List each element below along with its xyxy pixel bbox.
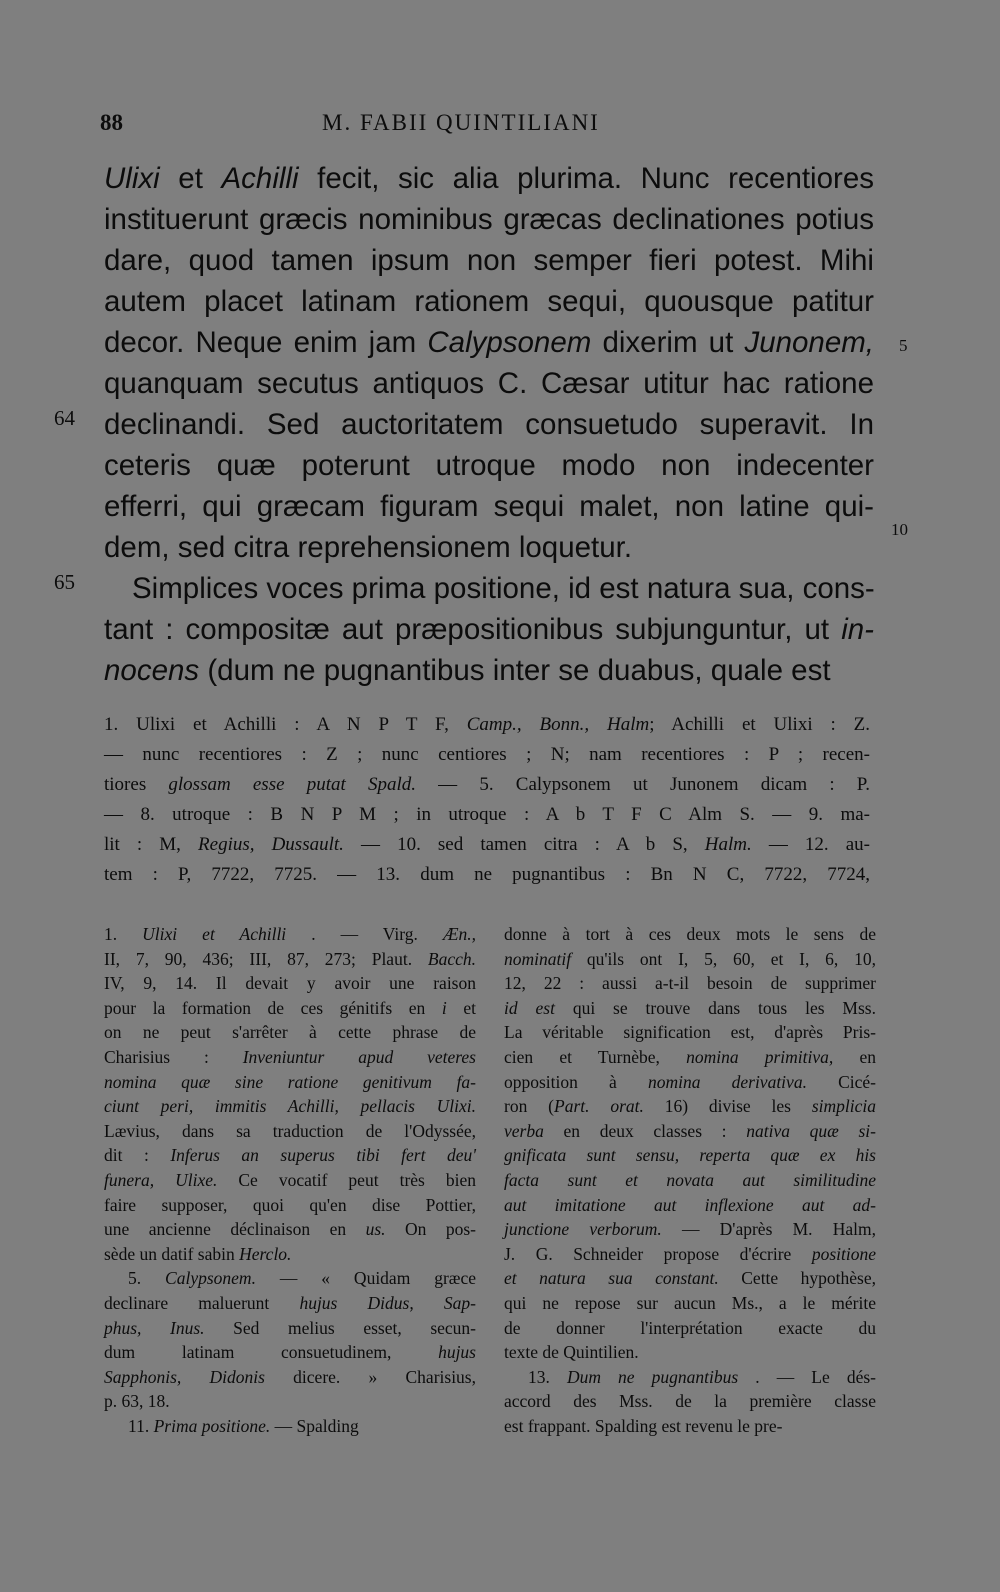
italic-text: Æn., bbox=[442, 924, 476, 944]
text-run: tem : P, 7722, 7725. — 13. dum ne pugnantibus : Bn N C, 7722, 7724, bbox=[104, 864, 870, 885]
note-line bbox=[104, 996, 476, 1021]
italic-text: Achilli bbox=[221, 162, 299, 195]
note-line bbox=[504, 947, 876, 972]
italic-text: hujus Didus, Sap- bbox=[299, 1292, 476, 1313]
text-line bbox=[104, 322, 874, 363]
italic-text: Prima positione. bbox=[153, 1415, 271, 1436]
text-run: Charisius : bbox=[104, 1046, 243, 1067]
text-run: accord des Mss. de la première classe bbox=[504, 1391, 876, 1412]
variant-line bbox=[104, 800, 870, 830]
text-run: — 10. sed tamen citra : A b S, bbox=[343, 834, 705, 855]
note-line bbox=[104, 1389, 476, 1414]
note-line bbox=[504, 1193, 876, 1218]
text-run: dicere. » Charisius, bbox=[264, 1366, 476, 1387]
text-run: 16) divise les bbox=[643, 1096, 812, 1117]
text-run: en bbox=[833, 1046, 876, 1067]
text-run: . — Le dés- bbox=[738, 1366, 876, 1387]
note-line bbox=[504, 1070, 876, 1095]
text-line bbox=[104, 527, 874, 568]
text-run: 1. Ulixi et Achilli : A N P T F, bbox=[104, 714, 467, 735]
variant-line bbox=[104, 740, 870, 770]
italic-text: Camp., Bonn., Halm bbox=[466, 714, 650, 735]
line-number: 5 bbox=[899, 336, 908, 355]
note-line bbox=[104, 922, 476, 947]
italic-text: Bacch. bbox=[427, 948, 476, 969]
text-run: 11. bbox=[128, 1415, 154, 1436]
text-run: texte de Quintilien. bbox=[504, 1342, 639, 1363]
text-run: Simplices voces prima positione, id est natura sua, cons- bbox=[132, 572, 875, 605]
note-line bbox=[504, 1020, 876, 1045]
note-line bbox=[104, 1045, 476, 1070]
text-run: une ancienne déclinaison en bbox=[104, 1219, 366, 1240]
italic-text: nomina derivativa. bbox=[647, 1071, 807, 1092]
text-run: — 12. au- bbox=[751, 834, 871, 855]
text-run: IV, 9, 14. Il devait y avoir une raison bbox=[104, 973, 476, 994]
text-run: (dum ne pugnantibus inter se duabus, quale est bbox=[199, 654, 831, 687]
note-line bbox=[504, 1217, 876, 1242]
italic-text: Ulixi bbox=[104, 162, 160, 195]
note-line bbox=[504, 1242, 876, 1267]
note-line bbox=[104, 947, 476, 972]
note-line bbox=[104, 1217, 476, 1242]
text-run: on ne peut s'arrêter à cette phrase de bbox=[104, 1022, 476, 1043]
note-line bbox=[504, 922, 876, 947]
text-run: dit : bbox=[104, 1145, 171, 1166]
text-run: . — Virg. bbox=[286, 924, 443, 944]
note-line bbox=[104, 1365, 476, 1390]
text-run: — 8. utroque : B N P M ; in utroque : A b T F C Alm S. — 9. ma- bbox=[104, 804, 870, 825]
notes-column-left bbox=[104, 922, 476, 1438]
note-line bbox=[504, 1414, 876, 1439]
note-line bbox=[504, 1119, 876, 1144]
italic-text: Herclo. bbox=[239, 1243, 292, 1264]
italic-text: verba bbox=[504, 1120, 544, 1141]
italic-text: id est bbox=[504, 997, 555, 1018]
text-run: est frappant. Spalding est revenu le pre- bbox=[504, 1415, 783, 1436]
italic-text: junctione verborum. bbox=[504, 1219, 662, 1240]
note-line bbox=[504, 1316, 876, 1341]
text-run: de donner l'interprétation exacte du bbox=[504, 1317, 876, 1338]
note-line bbox=[104, 1414, 476, 1439]
italic-text: us. bbox=[365, 1219, 386, 1240]
text-run: instituerunt græcis nominibus græcas declinationes potius bbox=[104, 203, 874, 236]
text-run: Cicé- bbox=[806, 1071, 876, 1092]
text-line bbox=[104, 363, 874, 404]
italic-text: Halm. bbox=[704, 834, 752, 855]
line-number: 10 bbox=[891, 520, 908, 539]
text-run: pour la formation de ces génitifs en bbox=[104, 997, 442, 1018]
text-run: efferri, qui græcam figuram sequi malet, non latine qui- bbox=[104, 490, 874, 523]
italic-text: aut imitatione aut inflexione aut ad- bbox=[504, 1194, 876, 1215]
italic-text: Sapphonis, Didonis bbox=[104, 1366, 265, 1387]
text-line bbox=[104, 240, 874, 281]
page-number: 88 bbox=[100, 110, 123, 135]
note-line bbox=[504, 1168, 876, 1193]
text-run: et bbox=[446, 997, 476, 1018]
note-line bbox=[104, 1340, 476, 1365]
running-title: M. FABII QUINTILIANI bbox=[322, 110, 600, 135]
text-run: — D'après M. Halm, bbox=[661, 1219, 876, 1240]
italic-text: ciunt peri, immitis Achilli, pellacis Ulixi. bbox=[104, 1096, 476, 1117]
italic-text: Dum ne pugnantibus bbox=[566, 1366, 739, 1387]
note-line bbox=[504, 1389, 876, 1414]
italic-text: Calypsonem bbox=[427, 326, 592, 359]
text-run: qui se trouve dans tous les Mss. bbox=[554, 997, 876, 1018]
text-run: lit : M, bbox=[104, 834, 199, 855]
note-line bbox=[104, 1094, 476, 1119]
note-line bbox=[504, 1094, 876, 1119]
text-line bbox=[104, 158, 874, 199]
text-run: Cette hypothèse, bbox=[718, 1268, 877, 1289]
italic-text: facta sunt et novata aut similitudine bbox=[504, 1169, 876, 1190]
note-line bbox=[504, 971, 876, 996]
italic-text: nomina primitiva, bbox=[686, 1046, 834, 1067]
italic-text: i bbox=[441, 997, 447, 1018]
text-run: On pos- bbox=[385, 1219, 476, 1240]
italic-text: simplicia bbox=[811, 1096, 876, 1117]
note-line bbox=[504, 1365, 876, 1390]
note-line bbox=[104, 1119, 476, 1144]
text-run: — 5. Calypsonem ut Junonem dicam : P. bbox=[416, 774, 871, 795]
note-line bbox=[104, 1020, 476, 1045]
text-run: dixerim ut bbox=[591, 326, 745, 359]
variant-line bbox=[104, 830, 870, 860]
note-line bbox=[104, 1143, 476, 1168]
margin-section-number: 65 bbox=[54, 570, 75, 594]
text-run: en deux classes : bbox=[543, 1120, 747, 1141]
text-run: Ce vocatif peut très bien bbox=[217, 1169, 476, 1190]
note-line bbox=[104, 1316, 476, 1341]
italic-text: glossam esse putat Spald. bbox=[168, 774, 416, 795]
italic-text: gnificata sunt sensu, reperta quæ ex his bbox=[504, 1145, 876, 1166]
text-run: — « Quidam græce bbox=[255, 1268, 477, 1289]
italic-text: Inferus an superus tibi fert deu' bbox=[170, 1145, 476, 1166]
note-line bbox=[504, 996, 876, 1021]
text-run: 5. bbox=[128, 1268, 166, 1289]
text-run: et bbox=[159, 162, 222, 195]
notes-column-right bbox=[504, 922, 876, 1438]
note-line bbox=[104, 971, 476, 996]
text-run: declinare maluerunt bbox=[104, 1292, 300, 1313]
text-run: dare, quod tamen ipsum non semper fieri potest. Mihi bbox=[104, 244, 874, 277]
text-line bbox=[104, 199, 874, 240]
italic-text: in- bbox=[841, 613, 874, 646]
margin-section-number: 64 bbox=[54, 406, 75, 430]
text-line bbox=[104, 568, 874, 609]
text-run: declinandi. Sed auctoritatem consuetudo superavit. In bbox=[104, 408, 874, 441]
text-run: donne à tort à ces deux mots le sens de bbox=[504, 924, 876, 944]
note-line bbox=[504, 1045, 876, 1070]
text-run: ron ( bbox=[504, 1096, 554, 1117]
variant-line bbox=[104, 860, 870, 890]
italic-text: nativa quæ si- bbox=[746, 1120, 876, 1141]
italic-text: Regius, Dussault. bbox=[198, 834, 344, 855]
text-run: dem, sed citra reprehensionem loquetur. bbox=[104, 531, 633, 564]
text-run: tiores bbox=[104, 774, 169, 795]
note-line bbox=[504, 1340, 876, 1365]
text-run: qu'ils ont I, 5, 60, et I, 6, 10, bbox=[571, 948, 876, 969]
variant-readings bbox=[104, 710, 870, 890]
italic-text: Inveniuntur apud veteres bbox=[242, 1046, 476, 1067]
text-run: — nunc recentiores : Z ; nunc centiores ; N; nam recentiores : P ; recen- bbox=[104, 744, 870, 765]
italic-text: et natura sua constant. bbox=[504, 1268, 719, 1289]
main-text bbox=[104, 158, 874, 691]
text-run: J. G. Schneider propose d'écrire bbox=[504, 1243, 812, 1264]
text-run: 13. bbox=[528, 1366, 567, 1387]
text-run: fecit, sic alia plurima. Nunc recentiores bbox=[298, 162, 874, 195]
text-run: II, 7, 90, 436; III, 87, 273; Plaut. bbox=[104, 948, 428, 969]
italic-text: Ulixi et Achilli bbox=[142, 924, 287, 944]
text-run: decor. Neque enim jam bbox=[104, 326, 428, 359]
text-run: qui ne repose sur aucun Ms., a le mérite bbox=[504, 1292, 876, 1313]
text-run: 1. bbox=[104, 924, 143, 944]
text-run: quanquam secutus antiquos C. Cæsar utitur hac ratione bbox=[104, 367, 874, 400]
note-line bbox=[504, 1143, 876, 1168]
italic-text: Part. orat. bbox=[554, 1096, 644, 1117]
text-run: cien et Turnèbe, bbox=[504, 1046, 687, 1067]
note-line bbox=[504, 1291, 876, 1316]
italic-text: Calypsonem. bbox=[165, 1268, 256, 1289]
text-run: opposition à bbox=[504, 1071, 648, 1092]
text-run: sède un datif sabin bbox=[104, 1243, 240, 1264]
text-run: faire supposer, quoi qu'en dise Pottier, bbox=[104, 1194, 476, 1215]
text-run: La véritable signification est, d'après Pris- bbox=[504, 1022, 876, 1043]
text-line bbox=[104, 404, 874, 445]
note-line bbox=[104, 1291, 476, 1316]
text-run: Lævius, dans sa traduction de l'Odyssée, bbox=[104, 1120, 476, 1141]
text-line bbox=[104, 609, 874, 650]
text-run: autem placet latinam rationem sequi, quousque patitur bbox=[104, 285, 874, 318]
italic-text: funera, Ulixe. bbox=[104, 1169, 218, 1190]
text-run: tant : compositæ aut præpositionibus subjunguntur, ut bbox=[104, 613, 842, 646]
italic-text: nominatif bbox=[504, 948, 572, 969]
note-line bbox=[104, 1266, 476, 1291]
note-line bbox=[104, 1193, 476, 1218]
italic-text: nocens bbox=[104, 654, 200, 687]
text-run: Sed melius esset, secun- bbox=[204, 1317, 476, 1338]
text-run: dum latinam consuetudinem, bbox=[104, 1342, 439, 1363]
text-run: — Spalding bbox=[270, 1415, 359, 1436]
note-line bbox=[104, 1070, 476, 1095]
text-run: ; Achilli et Ulixi : Z. bbox=[649, 714, 870, 735]
note-line bbox=[504, 1266, 876, 1291]
note-line bbox=[104, 1168, 476, 1193]
text-run: ceteris quæ poterunt utroque modo non indecenter bbox=[104, 449, 874, 482]
note-line bbox=[104, 1242, 476, 1267]
italic-text: nomina quæ sine ratione genitivum fa- bbox=[104, 1071, 476, 1092]
italic-text: hujus bbox=[438, 1342, 476, 1363]
italic-text: Junonem, bbox=[744, 326, 874, 359]
variant-line bbox=[104, 770, 870, 800]
text-line bbox=[104, 486, 874, 527]
variant-line bbox=[104, 710, 870, 740]
italic-text: positione bbox=[811, 1243, 876, 1264]
text-line bbox=[104, 445, 874, 486]
text-run: 12, 22 : aussi a-t-il besoin de supprimer bbox=[504, 973, 876, 994]
text-line bbox=[104, 281, 874, 322]
italic-text: phus, Inus. bbox=[104, 1317, 205, 1338]
text-line bbox=[104, 650, 874, 691]
text-run: p. 63, 18. bbox=[104, 1391, 170, 1412]
